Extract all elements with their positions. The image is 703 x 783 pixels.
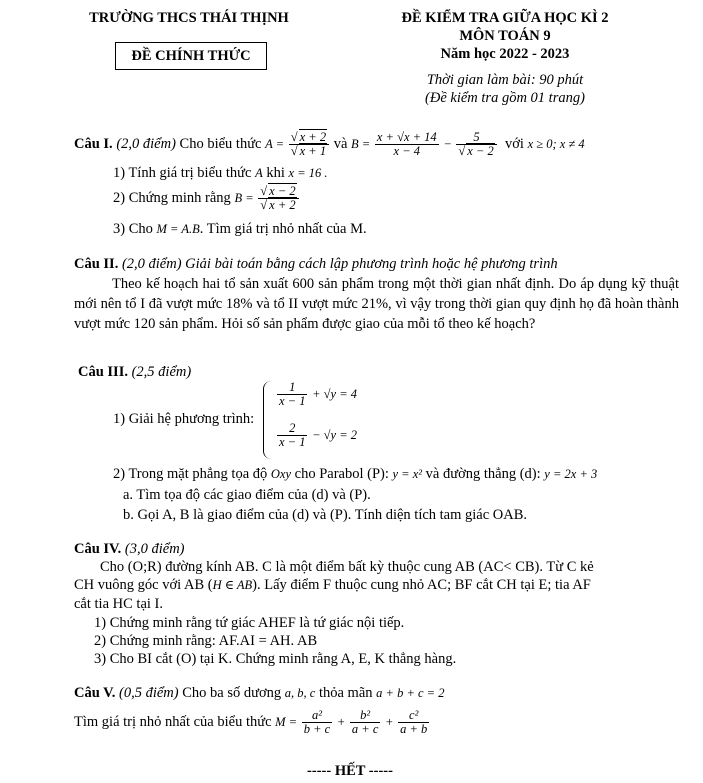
question-5-label: Câu V.: [74, 685, 116, 701]
eq-num: 2: [277, 422, 307, 436]
fraction-a-den: x + 1: [299, 144, 327, 159]
question-3-item-1: 1) Giải hệ phương trình:: [113, 411, 255, 427]
fraction-b2-den: x − 2: [467, 144, 494, 159]
question-4-line-1: Cho (O;R) đường kính AB. C là một điểm bất kỳ thuộc cung AB (AC< CB). Từ C kẻ: [100, 559, 594, 575]
fraction-b-den: x − 4: [393, 144, 421, 159]
school-name: TRƯỜNG THCS THÁI THỊNH: [89, 10, 289, 26]
line-eq: y = 2x + 3: [544, 467, 598, 481]
question-1-intro: Cho biểu thức: [179, 135, 262, 152]
line-text-post: ). Lấy điểm F thuộc cung nhỏ AC; BF cắt CH tại E; tia AF: [252, 577, 591, 593]
item-text: 3) Cho: [113, 221, 153, 237]
question-4-points: (3,0 điểm): [124, 541, 185, 557]
question-1-points: (2,0 điểm): [116, 135, 176, 152]
end-marker: ----- HẾT -----: [307, 763, 393, 779]
question-3-label: Câu III.: [78, 364, 128, 380]
eq-den: x − 1: [279, 394, 306, 409]
school-year: Năm học 2022 - 2023: [440, 46, 570, 62]
item-axes: Oxy: [270, 467, 292, 481]
duration: Thời gian làm bài: 90 phút: [426, 72, 584, 88]
question-4-label: Câu IV.: [74, 541, 122, 557]
system-eq-2: [276, 422, 357, 449]
eq-rest: + √y = 4: [312, 386, 358, 401]
fraction-1: [302, 709, 332, 736]
f-num: b²: [350, 709, 380, 723]
system-brace: [263, 381, 274, 459]
fraction-b2: $\frac{5}{√ x - 2}$: [456, 131, 496, 158]
fraction-item-2: $\frac{√ x - 2}{√ x + 2}$: [258, 185, 298, 212]
question-4-line-3: cắt tia HC tại I.: [74, 596, 163, 612]
question-3-item-2: [113, 466, 597, 483]
question-3-heading: [78, 364, 191, 381]
item-math: M = A.B: [156, 222, 200, 236]
question-5-intro: Cho ba số dương: [182, 685, 282, 701]
question-5-cond-word: thỏa mãn: [318, 685, 373, 701]
question-1-item-2: [113, 185, 300, 212]
question-5-task: [74, 709, 430, 736]
question-1-label: Câu I.: [74, 135, 113, 152]
item-and: và đường thẳng (d):: [425, 466, 541, 482]
line-text: CH vuông góc với AB (: [74, 577, 213, 593]
f-den: a + c: [351, 722, 379, 737]
item-text-post: . Tìm giá trị nhỏ nhất của M.: [199, 221, 367, 237]
and-word: và: [333, 135, 348, 152]
item-text: 2) Trong mặt phẳng tọa độ: [113, 466, 268, 482]
question-4-item-2: 2) Chứng minh rằng: AF.AI = AH. AB: [94, 633, 318, 649]
question-3-points: (2,5 điểm): [131, 364, 192, 380]
fraction-b-num: x + √x + 14: [376, 130, 437, 144]
question-5-vars: a, b, c: [284, 686, 316, 700]
cond-word: với: [504, 135, 524, 152]
question-3-item-2b: b. Gọi A, B là giao điểm của (d) và (P). Tính diện tích tam giác OAB.: [123, 507, 528, 523]
question-2-points: (2,0 điểm) Giải bài toán bằng cách lập phương trình hoặc hệ phương trình: [121, 256, 558, 272]
line-math: H ∈ AB: [212, 578, 253, 592]
var-b: B =: [351, 136, 371, 151]
question-2-label: Câu II.: [74, 256, 119, 272]
exam-title: ĐỀ KIỂM TRA GIỮA HỌC KÌ 2: [401, 10, 609, 26]
fraction-b: [375, 131, 439, 158]
fraction-a-num: x + 2: [299, 130, 327, 144]
system-eq-1: [276, 381, 357, 408]
fraction-b2-num: 5: [456, 131, 496, 145]
f-num: c²: [398, 709, 429, 723]
question-1-item-1: [113, 165, 328, 182]
condition: x ≥ 0; x ≠ 4: [527, 136, 585, 151]
question-1-line: [74, 131, 585, 158]
question-4-item-1: 1) Chứng minh rằng tứ giác AHEF là tứ giác nội tiếp.: [94, 615, 405, 631]
eq-rest: − √y = 2: [312, 427, 358, 442]
var-a: A =: [265, 136, 285, 151]
subject-title: MÔN TOÁN 9: [459, 28, 551, 44]
fraction-den: x + 2: [269, 198, 296, 213]
item-mid: cho Parabol (P):: [294, 466, 389, 482]
pages-note: (Đề kiểm tra gồm 01 trang): [425, 90, 585, 106]
plus-sign: +: [336, 714, 346, 729]
eq-num: 1: [277, 381, 307, 395]
fraction-a: $\frac{√ x + 2}{√ x + 1}$: [289, 131, 329, 158]
task-text: Tìm giá trị nhỏ nhất của biểu thức: [74, 713, 272, 730]
item-var: B =: [234, 190, 254, 205]
question-4-heading: [74, 541, 185, 558]
question-3-item-2a: a. Tìm tọa độ các giao điểm của (d) và (P).: [123, 487, 371, 503]
fraction-3: [398, 709, 429, 736]
item-text: 2) Chứng minh rằng: [113, 189, 231, 206]
item-val: x = 16 .: [288, 166, 328, 180]
question-5-cond: a + b + c = 2: [376, 686, 445, 700]
item-var: A: [255, 166, 263, 180]
question-2-body: Theo kế hoạch hai tổ sản xuất 600 sản phẩm trong một thời gian nhất định. Do áp dụng kỹ thuật mới nên tổ I đã vượt mức 18% và tổ II vượt mức 21%, vì vậy trong thời gian quy định họ đã hoàn thành vượt mức 120 sản phẩm. Hỏi số sản phẩm được giao của mỗi tổ theo kế hoạch?: [74, 276, 679, 332]
var-m: M =: [275, 714, 298, 729]
official-stamp: ĐỀ CHÍNH THỨC: [115, 42, 267, 70]
question-5-points: (0,5 điểm): [119, 685, 179, 701]
question-4-item-3: 3) Cho BI cắt (O) tại K. Chứng minh rằng A, E, K thẳng hàng.: [94, 651, 457, 667]
question-4-line-2: [74, 577, 591, 594]
fraction-num: x − 2: [269, 184, 296, 198]
item-text: 1) Tính giá trị biểu thức: [113, 165, 252, 181]
f-den: b + c: [303, 722, 331, 737]
question-1-item-3: [113, 221, 367, 238]
plus-sign: +: [385, 714, 394, 729]
f-num: a²: [302, 709, 332, 723]
f-den: a + b: [400, 722, 428, 737]
parabola-eq: y = x²: [392, 467, 423, 481]
eq-den: x − 1: [279, 435, 306, 450]
fraction-2: [350, 709, 380, 736]
question-2-heading: [74, 256, 558, 273]
item-when: khi: [266, 165, 285, 181]
minus-sign: −: [443, 136, 452, 151]
question-5-line: [74, 685, 445, 702]
